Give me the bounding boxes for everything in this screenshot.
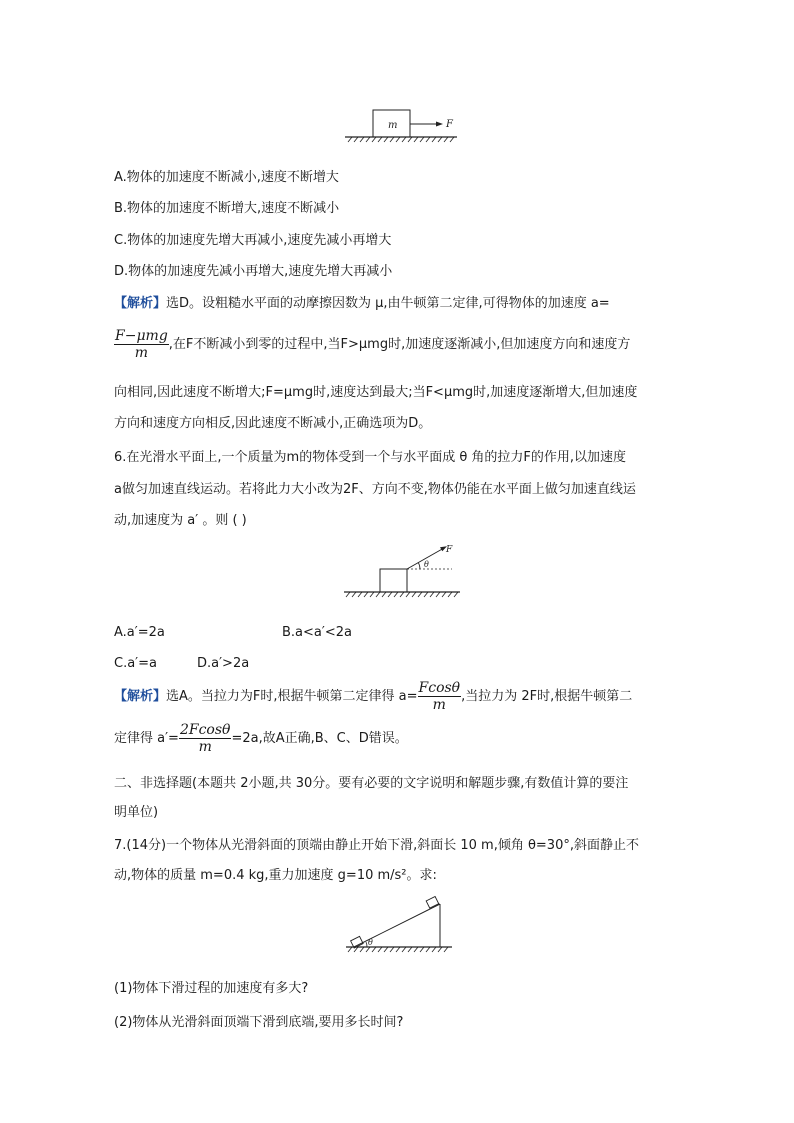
q6-stem-line-3: 动,加速度为 a′ 。则 ( ) — [114, 513, 247, 528]
q7-stem-line-2: 动,物体的质量 m=0.4 kg,重力加速度 g=10 m/s²。求: — [114, 868, 437, 883]
q6-stem-line-2: a做匀加速直线运动。若将此力大小改为2F、方向不变,物体仍能在水平面上做匀加速直线运 — [114, 482, 636, 497]
q6-stem-line-1: 6.在光滑水平面上,一个质量为m的物体受到一个与水平面成 θ 角的拉力F的作用,以加速度 — [114, 450, 627, 465]
q6-analysis-line-1 — [114, 680, 632, 713]
force-label: F — [446, 545, 453, 555]
q6-fraction-1-numerator: Fcosθ — [418, 680, 461, 696]
q6-analysis-text-1a: 选A。当拉力为F时,根据牛顿第二定律得 a= — [166, 689, 418, 705]
q5-option-c: C.物体的加速度先增大再减小,速度先减小再增大 — [114, 233, 392, 248]
q5-analysis-text-1: 选D。设粗糙水平面的动摩擦因数为 μ,由牛顿第二定律,可得物体的加速度 a= — [166, 296, 610, 311]
q5-analysis-line-2 — [114, 328, 630, 361]
incline-figure — [340, 890, 456, 958]
section-2-title-line-2: 明单位) — [114, 805, 159, 820]
incline-surface — [354, 904, 440, 947]
q6-option-a: A.a′=2a — [114, 625, 165, 640]
ground-hatch — [346, 592, 458, 597]
ground-hatch — [348, 137, 454, 142]
q5-fraction-numerator: F−μmg — [115, 328, 168, 344]
block-force-figure — [340, 106, 460, 146]
q5-option-a: A.物体的加速度不断减小,速度不断增大 — [114, 170, 339, 185]
q7-subquestion-2: (2)物体从光滑斜面顶端下滑到底端,要用多长时间? — [114, 1015, 404, 1030]
q5-option-d: D.物体的加速度先减小再增大,速度先增大再减小 — [114, 264, 393, 279]
q6-fraction-2-denominator: m — [198, 739, 212, 756]
force-label: F — [446, 119, 453, 130]
q7-stem-line-1: 7.(14分)一个物体从光滑斜面的顶端由静止开始下滑,斜面长 10 m,倾角 θ=30°,斜面静止不 — [114, 838, 639, 853]
q6-option-c: C.a′=a — [114, 656, 157, 671]
q5-analysis-line-3: 向相同,因此速度不断增大;F=μmg时,速度达到最大;当F<μmg时,加速度逐渐增大,但加速度 — [114, 385, 638, 400]
q6-fraction-2 — [179, 722, 232, 755]
q5-analysis-line-4: 方向和速度方向相反,因此速度不断减小,正确选项为D。 — [114, 416, 432, 431]
q5-fraction — [114, 328, 169, 361]
q5-analysis-line-1 — [114, 292, 610, 311]
angle-label: θ — [368, 938, 373, 947]
block-mass-label: m — [388, 120, 398, 131]
q6-analysis-text-2b: =2a,故A正确,B、C、D错误。 — [231, 731, 408, 747]
block — [380, 569, 407, 592]
q5-option-b: B.物体的加速度不断增大,速度不断减小 — [114, 201, 340, 216]
q5-analysis-text-2: ,在F不断减小到零的过程中,当F>μmg时,加速度逐渐减小,但加速度方向和速度方 — [168, 337, 631, 353]
q6-fraction-2-numerator: 2Fcosθ — [179, 722, 231, 738]
angled-force-figure — [340, 542, 464, 602]
analysis-tag: 【解析】 — [114, 296, 167, 311]
q6-analysis-text-2a: 定律得 a′= — [114, 731, 179, 747]
q7-subquestion-1: (1)物体下滑过程的加速度有多大? — [114, 981, 309, 996]
analysis-tag: 【解析】 — [114, 689, 167, 705]
q6-fraction-1 — [418, 680, 462, 713]
ground-hatch — [348, 947, 448, 952]
q6-option-b: B.a<a′<2a — [282, 625, 352, 640]
q5-fraction-denominator: m — [134, 345, 149, 362]
section-2-title-line-1: 二、非选择题(本题共 2小题,共 30分。要有必要的文字说明和解题步骤,有数值计算的要注 — [114, 776, 629, 791]
angle-label: θ — [424, 560, 429, 569]
q6-analysis-text-1b: ,当拉力为 2F时,根据牛顿第二 — [461, 689, 633, 705]
q6-option-d: D.a′>2a — [197, 656, 250, 671]
q6-fraction-1-denominator: m — [432, 697, 446, 714]
block-top — [426, 897, 439, 909]
q6-analysis-line-2 — [114, 722, 408, 755]
block-bottom — [351, 936, 364, 948]
